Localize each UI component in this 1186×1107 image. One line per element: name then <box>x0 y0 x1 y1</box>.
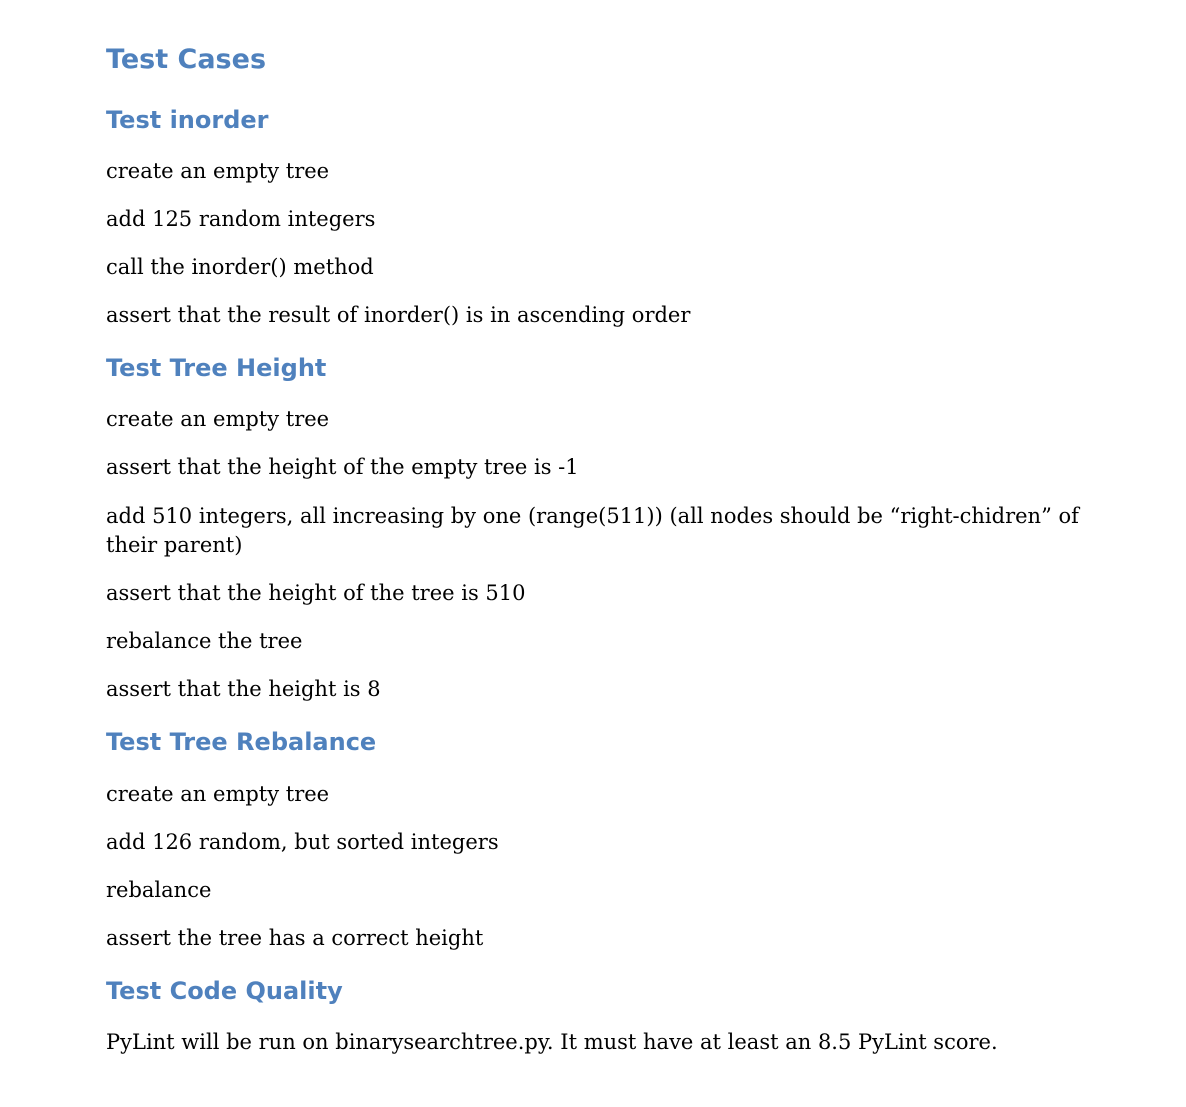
test-step: add 126 random, but sorted integers <box>106 830 499 854</box>
test-step: assert that the result of inorder() is in ascending order <box>106 303 691 327</box>
section-heading-test-tree-rebalance: Test Tree Rebalance <box>106 728 377 756</box>
test-step: rebalance the tree <box>106 629 303 653</box>
test-step: PyLint will be run on binarysearchtree.py. It must have at least an 8.5 PyLint score. <box>106 1030 998 1054</box>
section-heading-test-code-quality: Test Code Quality <box>106 977 343 1005</box>
section-heading-test-tree-height: Test Tree Height <box>106 354 327 382</box>
page-title: Test Cases <box>106 44 267 75</box>
test-step: assert that the height of the tree is 510 <box>106 581 526 605</box>
test-step: assert that the height is 8 <box>106 677 381 701</box>
section-heading-test-inorder: Test inorder <box>106 106 269 134</box>
test-step: assert that the height of the empty tree is -1 <box>106 455 579 479</box>
test-step: call the inorder() method <box>106 255 374 279</box>
test-step: add 510 integers, all increasing by one (range(511)) (all nodes should be “right-chidren” of their parent) <box>106 504 1079 557</box>
test-step: create an empty tree <box>106 407 330 431</box>
test-step: add 125 random integers <box>106 207 376 231</box>
test-step: create an empty tree <box>106 159 330 183</box>
test-step: rebalance <box>106 878 212 902</box>
test-step: create an empty tree <box>106 782 330 806</box>
test-step: assert the tree has a correct height <box>106 926 484 950</box>
